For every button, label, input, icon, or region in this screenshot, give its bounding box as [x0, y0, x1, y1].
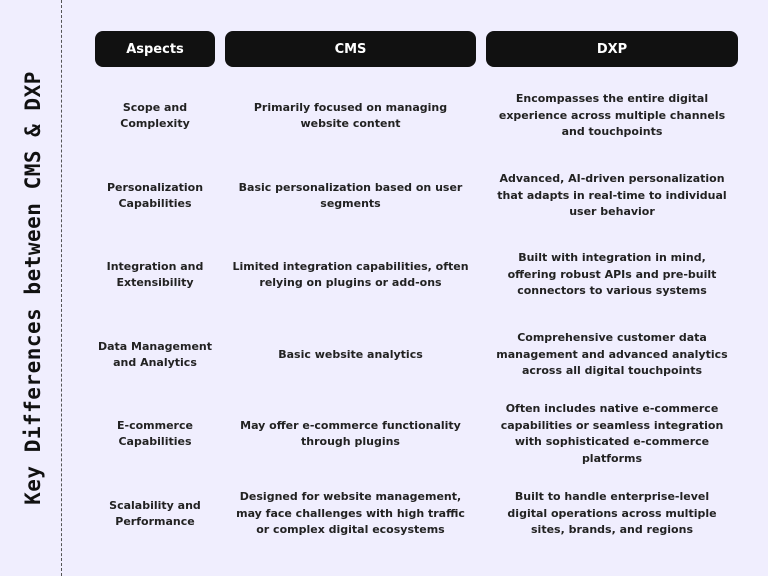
header-aspects: Aspects	[95, 31, 215, 67]
row-3-aspect: Integration and Extensibility	[106, 259, 204, 289]
row-1-aspect: Scope and Complexity	[120, 100, 190, 130]
row-5-dxp: Often includes native e-commerce capabilities or seamless integration with sophisticated e-commerce platforms	[500, 402, 724, 465]
row-3-cms: Limited integration capabilities, often relying on plugins or add-ons	[232, 259, 469, 289]
row-6-dxp: Built to handle enterprise-level digital operations across multiple sites, brands, and regions	[507, 490, 717, 537]
header-dxp: DXP	[486, 31, 738, 67]
row-1-cms: Primarily focused on managing website content	[253, 100, 448, 130]
row-2-dxp: Advanced, AI-driven personalization that adapts in real-time to individual user behavior	[497, 172, 727, 219]
row-6-aspect: Scalability and Performance	[109, 498, 201, 528]
row-3-dxp: Built with integration in mind, offering robust APIs and pre-built connectors to various systems	[507, 251, 717, 298]
header-cms: CMS	[225, 31, 476, 67]
row-2-aspect: Personalization Capabilities	[106, 180, 204, 210]
row-2-cms: Basic personalization based on user segments	[238, 180, 463, 210]
row-5-aspect: E-commerce Capabilities	[117, 418, 193, 448]
row-1-dxp: Encompasses the entire digital experience across multiple channels and touchpoints	[498, 92, 726, 139]
side-title: Key Differences between CMS & DXP	[21, 71, 45, 505]
row-4-cms: Basic website analytics	[278, 347, 423, 361]
row-4-dxp: Comprehensive customer data management and advanced analytics across all digital touchpoints	[496, 331, 728, 378]
row-5-cms: May offer e-commerce functionality through plugins	[240, 418, 461, 448]
side-title-panel	[0, 0, 62, 576]
row-6-cms: Designed for website management, may face challenges with high traffic or complex digital ecosystems	[236, 490, 465, 537]
row-4-aspect: Data Management and Analytics	[97, 339, 213, 369]
